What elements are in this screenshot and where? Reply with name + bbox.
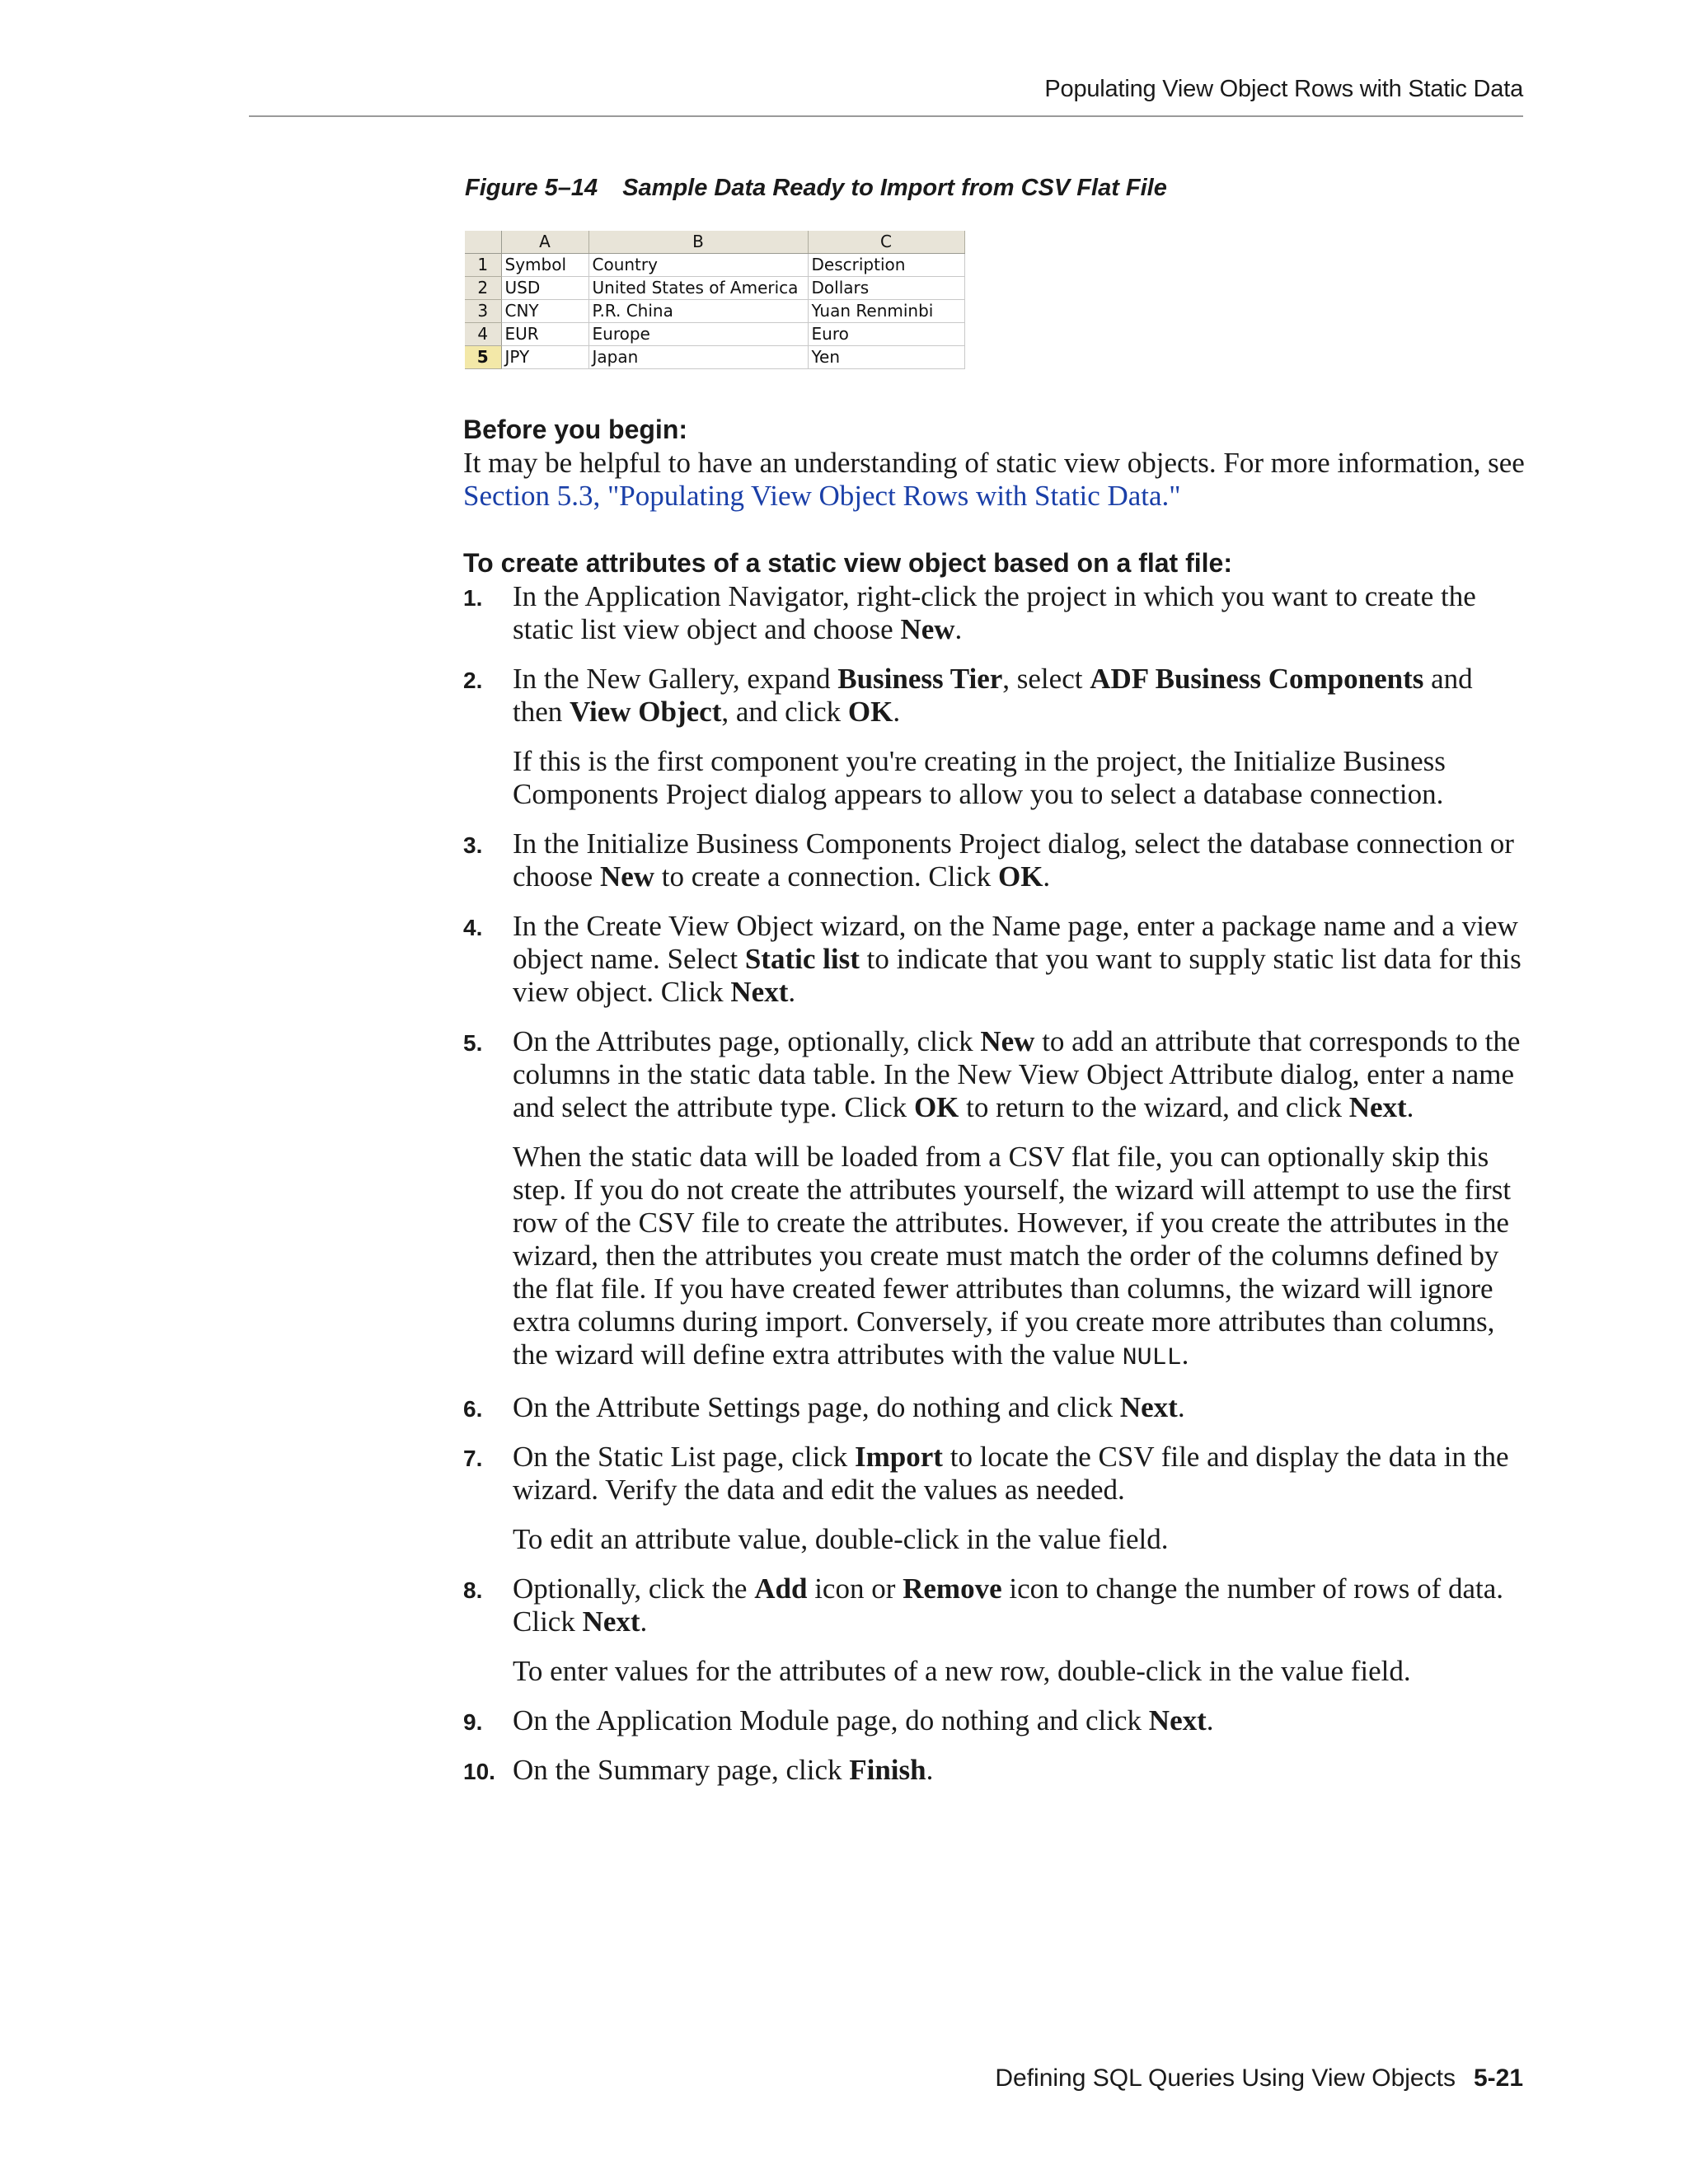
step-item	[463, 663, 1526, 811]
table-cell: Yen	[808, 346, 964, 369]
figure-title: Sample Data Ready to Import from CSV Flat File	[622, 175, 1167, 201]
row-number: 1	[465, 254, 501, 277]
table-cell: JPY	[501, 346, 588, 369]
table-row	[465, 323, 964, 346]
step-number: 2.	[463, 668, 483, 693]
step-number: 6.	[463, 1396, 483, 1422]
ui-term: Next	[1148, 1704, 1207, 1736]
step-item	[463, 1391, 1526, 1424]
corner-cell	[465, 231, 501, 254]
column-header-c: C	[808, 231, 964, 254]
main-content	[463, 412, 1526, 1803]
step-text: On the Application Module page, do nothing and click	[513, 1704, 1149, 1736]
step-text: On the Attributes page, optionally, click	[513, 1025, 981, 1057]
header-rule	[249, 115, 1523, 117]
step-number: 4.	[463, 915, 483, 940]
step-text: to return to the wizard, and click	[959, 1091, 1349, 1123]
table-row	[465, 277, 964, 300]
step-item	[463, 1704, 1526, 1737]
ui-term: Remove	[903, 1572, 1002, 1605]
step-item	[463, 1754, 1526, 1787]
ui-term: OK	[913, 1091, 959, 1123]
step-number: 7.	[463, 1446, 483, 1471]
spreadsheet-figure	[465, 231, 964, 371]
step-text: On the Attribute Settings page, do nothing and click	[513, 1391, 1120, 1423]
step-text: .	[788, 976, 796, 1008]
ui-term: Next	[1119, 1391, 1178, 1423]
step-text: icon or	[807, 1572, 903, 1605]
ui-term: Next	[582, 1605, 640, 1638]
step-item	[463, 1572, 1526, 1688]
code-literal: NULL	[1122, 1344, 1182, 1372]
table-cell: P.R. China	[588, 300, 808, 323]
step-text: In the Initialize Business Components Project dialog, select the database connection or choose	[513, 827, 1514, 893]
table-cell: Japan	[588, 346, 808, 369]
before-begin-text	[463, 447, 1526, 513]
step-item	[463, 1025, 1526, 1375]
step-text: .	[926, 1754, 934, 1786]
ui-term: Add	[754, 1572, 808, 1605]
figure-number: Figure 5–14	[465, 175, 598, 201]
footer-title: Defining SQL Queries Using View Objects	[995, 2064, 1456, 2092]
column-header-row	[465, 231, 964, 254]
row-number: 2	[465, 277, 501, 300]
step-text: Optionally, click the	[513, 1572, 755, 1605]
ui-term: New	[980, 1025, 1035, 1057]
table-cell: United States of America	[588, 277, 808, 300]
table-cell: Description	[808, 254, 964, 277]
column-header-b: B	[588, 231, 808, 254]
procedure-steps	[463, 580, 1526, 1787]
step-text: icon to change the number of rows of data. Click	[513, 1572, 1504, 1638]
step-text: .	[893, 696, 901, 728]
section-link[interactable]: Section 5.3, "Populating View Object Rows with Static Data."	[463, 480, 1181, 512]
step-note: To enter values for the attributes of a new row, double-click in the value field.	[513, 1655, 1411, 1687]
step-text: On the Static List page, click	[513, 1441, 856, 1473]
ui-term: View Object	[570, 696, 722, 728]
ui-term: New	[900, 613, 955, 645]
step-text: to create a connection. Click	[654, 860, 998, 893]
step-text: On the Summary page, click	[513, 1754, 850, 1786]
before-begin-heading: Before you begin:	[463, 415, 688, 444]
step-text: In the Application Navigator, right-click the project in which you want to create the static list view object and choose	[513, 580, 1476, 645]
step-text: to indicate that you want to supply static list data for this view object. Click	[513, 943, 1522, 1008]
table-cell: Euro	[808, 323, 964, 346]
step-number: 8.	[463, 1577, 483, 1603]
step-item	[463, 1441, 1526, 1556]
table-row	[465, 346, 964, 369]
step-text: .	[954, 613, 963, 645]
table-row	[465, 300, 964, 323]
step-item	[463, 910, 1526, 1009]
step-text: and then	[513, 663, 1473, 728]
row-number: 4	[465, 323, 501, 346]
step-item	[463, 580, 1526, 646]
step-text: .	[640, 1605, 648, 1638]
ui-term: Finish	[849, 1754, 926, 1786]
step-text: .	[1406, 1091, 1414, 1123]
step-note: To edit an attribute value, double-click in the value field.	[513, 1523, 1169, 1555]
step-number: 3.	[463, 832, 483, 858]
table-cell: Dollars	[808, 277, 964, 300]
step-item	[463, 827, 1526, 893]
step-text: .	[1177, 1391, 1185, 1423]
ui-term: OK	[847, 696, 893, 728]
step-text: to locate the CSV file and display the data in the wizard. Verify the data and edit the values as needed.	[513, 1441, 1509, 1506]
step-number: 1.	[463, 585, 483, 611]
step-text: In the New Gallery, expand	[513, 663, 838, 695]
step-number: 10.	[463, 1759, 495, 1784]
column-header-a: A	[501, 231, 588, 254]
before-begin-body: It may be helpful to have an understanding of static view objects. For more information, see	[463, 447, 1525, 479]
table-cell: Country	[588, 254, 808, 277]
page-footer	[995, 2064, 1523, 2093]
step-text: In the Create View Object wizard, on the Name page, enter a package name and a view object name. Select	[513, 910, 1518, 975]
table-cell: Symbol	[501, 254, 588, 277]
running-head: Populating View Object Rows with Static Data	[1044, 76, 1523, 102]
ui-term: Business Tier	[837, 663, 1003, 695]
ui-term: Next	[1348, 1091, 1407, 1123]
step-text: to add an attribute that corresponds to the columns in the static data table. In the New View Object Attribute dialog, enter a name and select the attribute type. Click	[513, 1025, 1521, 1123]
figure-caption	[465, 175, 1167, 202]
spreadsheet-table	[465, 231, 965, 369]
ui-term: Static list	[744, 943, 860, 975]
step-text: , select	[1002, 663, 1090, 695]
table-cell: EUR	[501, 323, 588, 346]
ui-term: ADF Business Components	[1090, 663, 1424, 695]
step-text: .	[1043, 860, 1051, 893]
step-number: 5.	[463, 1030, 483, 1056]
step-number: 9.	[463, 1709, 483, 1735]
step-note-text: .	[1181, 1338, 1189, 1371]
ui-term: Next	[730, 976, 789, 1008]
step-text: .	[1206, 1704, 1214, 1736]
step-note: If this is the first component you're creating in the project, the Initialize Business Components Project dialog appears to allow you to select a database connection.	[513, 745, 1446, 810]
step-note-text: When the static data will be loaded from a CSV flat file, you can optionally skip this step. If you do not create the attributes yourself, the wizard will attempt to use the first row of the CSV file to create the attributes. However, if you create the attributes in the wizard, then the attributes you create must match the order of the columns defined by the flat file. If you have created fewer attributes than columns, the wizard will ignore extra columns during import. Conversely, if you create more attributes than columns, the wizard will define extra attributes with the value	[513, 1141, 1512, 1371]
row-number: 3	[465, 300, 501, 323]
table-cell: Yuan Renminbi	[808, 300, 964, 323]
step-note	[513, 1141, 1526, 1375]
ui-term: Import	[855, 1441, 943, 1473]
step-text: , and click	[721, 696, 848, 728]
table-cell: CNY	[501, 300, 588, 323]
procedure-heading: To create attributes of a static view object based on a flat file:	[463, 548, 1232, 578]
page-number: 5-21	[1473, 2064, 1523, 2092]
ui-term: New	[599, 860, 655, 893]
row-number: 5	[465, 346, 501, 369]
table-cell: USD	[501, 277, 588, 300]
table-cell: Europe	[588, 323, 808, 346]
ui-term: OK	[997, 860, 1043, 893]
table-row	[465, 254, 964, 277]
